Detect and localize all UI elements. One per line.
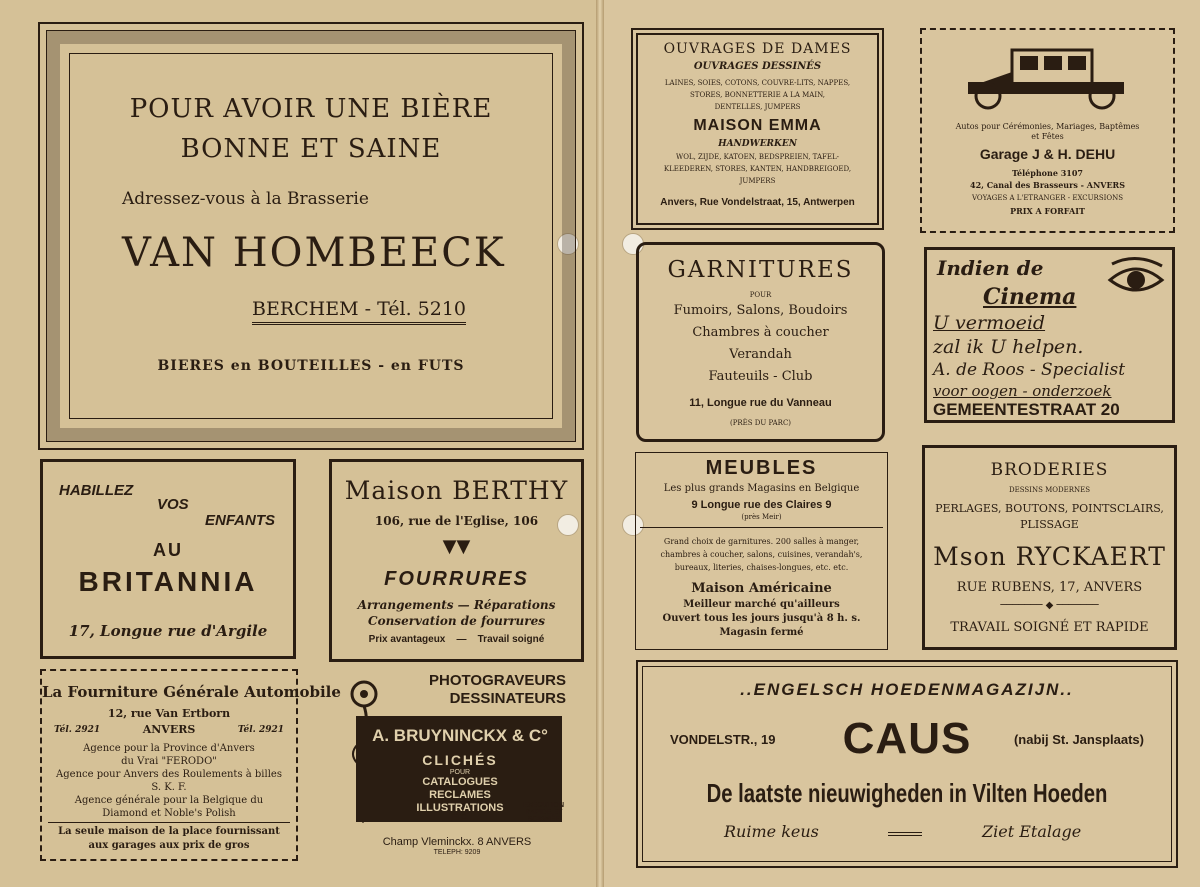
brand-name: Maison Américaine [691, 581, 832, 596]
ad-britannia [40, 459, 296, 659]
address: 42, Canal des Brasseurs - ANVERS [970, 180, 1125, 190]
text-line: chambres à coucher, salons, cuisines, verandah's, [660, 550, 863, 559]
text-line: Verandah [729, 347, 792, 362]
separator: — [456, 634, 467, 645]
slogan: De laatste nieuwigheden in Vilten Hoeden [706, 778, 1108, 808]
footer-text: aux garages aux prix de gros [88, 840, 250, 851]
brand-name: Mson RYCKAERT [933, 542, 1166, 571]
brand-name: VAN HOMBEECK [122, 230, 506, 276]
text-line: ENFANTS [205, 512, 276, 529]
subtitle: OUVRAGES DESSINÉS [693, 61, 822, 72]
ad-dehu [920, 28, 1175, 233]
address: 11, Longue rue du Vanneau [689, 397, 832, 409]
ad-garnitures [636, 242, 885, 442]
subtitle: DESSINS MODERNES [1008, 486, 1091, 494]
city: ANVERS [142, 723, 196, 736]
text-line: Grand choix de garnitures. 200 salles à manger, [663, 537, 860, 546]
text-line: KLEEDEREN, STORES, KANTEN, HANDBREIGOED, [663, 165, 852, 173]
eye-icon [1106, 256, 1166, 300]
text-line: Agence générale pour la Belgique du [74, 795, 264, 806]
ad-brasserie [38, 22, 584, 450]
product-title: CLICHÉS [422, 752, 498, 768]
address-note: (nabij St. Jansplaats) [1013, 732, 1144, 747]
address: GEMEENTESTRAAT 20 [933, 400, 1120, 419]
title: La Fourniture Générale Automobile [42, 683, 341, 701]
text-line: Cinema [983, 284, 1077, 310]
footer-text: BIERES en BOUTEILLES - en FUTS [157, 358, 465, 374]
address: 9 Longue rue des Claires 9 [691, 499, 832, 511]
text-line: Agence pour Anvers des Roulements à billes [56, 769, 282, 780]
ad-ryckaert [922, 445, 1177, 650]
text-line: Conservation de fourrures [368, 614, 545, 628]
text-line: zal ik U helpen. [933, 336, 1084, 358]
address: 17, Longue rue d'Argile [68, 622, 268, 640]
ad-panel [69, 53, 553, 419]
footer-text: TRAVAIL SOIGNÉ ET RAPIDE [950, 620, 1149, 635]
brand-name: BRITANNIA [78, 566, 258, 597]
heading: DESSINATEURS [449, 690, 566, 707]
footer-text: La seule maison de la place fournissant [58, 826, 280, 837]
car-icon [962, 42, 1132, 112]
title: ..ENGELSCH HOEDENMAGAZIJN.. [740, 680, 1074, 699]
text-line: LAINES, SOIES, COTONS, COUVRE-LITS, NAPPES, [664, 79, 851, 87]
text-line: HABILLEZ [59, 482, 134, 499]
text-line: Magasin fermé [719, 627, 804, 638]
text-line: PERLAGES, BOUTONS, POINTSCLAIRS, [935, 502, 1164, 515]
text-line: PLISSAGE [1020, 518, 1079, 531]
phone: TELEPH: 9209 [433, 849, 481, 856]
address: Champ Vleminckx. 8 ANVERS [382, 836, 532, 848]
page-gutter [596, 0, 604, 887]
ad-berthy [329, 459, 584, 662]
text-line: bureaux, literies, chaises-longues, etc. etc. [674, 563, 849, 572]
title: OUVRAGES DE DAMES [663, 41, 852, 57]
text-line: Chambres à coucher [692, 325, 829, 340]
text-line: Agence pour la Province d'Anvers [83, 743, 255, 754]
ad-caus [636, 660, 1178, 868]
footer-text: Ruime keus [724, 822, 819, 841]
ad-roos [924, 247, 1175, 423]
divider [48, 822, 290, 823]
title: GARNITURES [667, 257, 854, 283]
text-line: (près Meir) [741, 513, 782, 521]
text-line: AU [153, 540, 183, 560]
text-line: PRIX A FORFAIT [1010, 206, 1085, 216]
divider [888, 832, 922, 836]
text-line: Diamond et Noble's Polish [102, 808, 236, 819]
text-line: DENTELLES, JUMPERS [714, 103, 801, 111]
text-line: Arrangements — Réparations [357, 598, 556, 612]
text-line: POUR [749, 291, 772, 299]
text-line: ETC. [452, 814, 468, 821]
heading: PHOTOGRAVEURS [429, 672, 566, 689]
subtitle: HANDWERKEN [718, 139, 797, 149]
service: CATALOGUES [422, 776, 498, 788]
text-line: SOIGNÉE [527, 816, 560, 823]
text-line: et Fêtes [1031, 132, 1064, 141]
brand-name: A. BRUYNINCKX & C° [372, 726, 548, 745]
text-line [332, 634, 581, 645]
text-line: Les plus grands Magasins en Belgique [663, 483, 860, 494]
text-line: Autos pour Cérémonies, Mariages, Baptêmes [955, 122, 1140, 131]
ornament-icon: ▼▼ [442, 536, 471, 557]
text-line: Fumoirs, Salons, Boudoirs [673, 303, 848, 318]
address: 106, rue de l'Eglise, 106 [374, 514, 539, 528]
text-line: EXÉCUTION [523, 802, 564, 809]
ad-meubles [635, 452, 888, 650]
ornament-icon: ─────── ◆ ─────── [1000, 600, 1099, 611]
brand-name: MAISON EMMA [693, 117, 822, 134]
quality-note: Travail soigné [477, 634, 545, 645]
text-line: Fauteuils - Club [708, 369, 813, 384]
phone: Téléphone 3107 [1012, 168, 1083, 178]
intro-text: Adressez-vous à la Brasserie [122, 189, 369, 209]
text-line: RAPIDE ET [524, 809, 563, 816]
address: VONDELSTR., 19 [670, 732, 776, 747]
text-line: (PRÈS DU PARC) [729, 419, 792, 427]
title: BRODERIES [990, 460, 1109, 480]
text-line: Ouvert tous les jours jusqu'à 8 h. s. [662, 613, 861, 624]
brand-name: Maison BERTHY [344, 476, 569, 505]
divider [640, 527, 883, 528]
phone: Tél. 2921 [54, 725, 101, 735]
text-line: U vermoeid [933, 312, 1046, 334]
headline-1: POUR AVOIR UNE BIÈRE [129, 94, 493, 124]
text-line: VOS [157, 496, 189, 513]
headline-2: BONNE ET SAINE [180, 134, 442, 164]
text-line: Meilleur marché qu'ailleurs [683, 599, 840, 610]
service: RECLAMES [429, 789, 491, 801]
text-line: Indien de [937, 256, 1044, 280]
phone: Tél. 2921 [237, 725, 284, 735]
location-phone: BERCHEM - Tél. 5210 [252, 298, 466, 325]
text-line: POUR [449, 769, 471, 776]
text-line [523, 802, 564, 823]
title: MEUBLES [705, 457, 818, 479]
price-note: Prix avantageux [368, 634, 446, 645]
text-line: WOL, ZIJDE, KATOEN, BEDSPREIEN, TAFEL- [676, 153, 839, 161]
brand-name: CAUS [842, 714, 972, 763]
ad-bruyninckx [344, 668, 570, 862]
footer-text: Ziet Etalage [982, 822, 1082, 841]
ad-fourniture [40, 669, 341, 861]
service: ILLUSTRATIONS [416, 802, 504, 814]
product-title: FOURRURES [384, 568, 529, 590]
text-line: S. K. F. [151, 782, 187, 793]
text-line: STORES, BONNETTERIE A LA MAIN, [690, 91, 825, 99]
ad-emma [631, 28, 884, 230]
address: RUE RUBENS, 17, ANVERS [956, 580, 1143, 595]
text-line: VOYAGES A L'ETRANGER - EXCURSIONS [971, 194, 1124, 202]
text-line: voor oogen - onderzoek [933, 382, 1112, 400]
text-line: JUMPERS [739, 177, 776, 185]
address: 12, rue Van Ertborn [107, 707, 231, 720]
text-line: A. de Roos - Specialist [933, 360, 1126, 380]
address: Anvers, Rue Vondelstraat, 15, Antwerpen [660, 197, 855, 208]
text-line: du Vrai "FERODO" [121, 756, 217, 767]
brand-name: Garage J & H. DEHU [979, 146, 1116, 162]
